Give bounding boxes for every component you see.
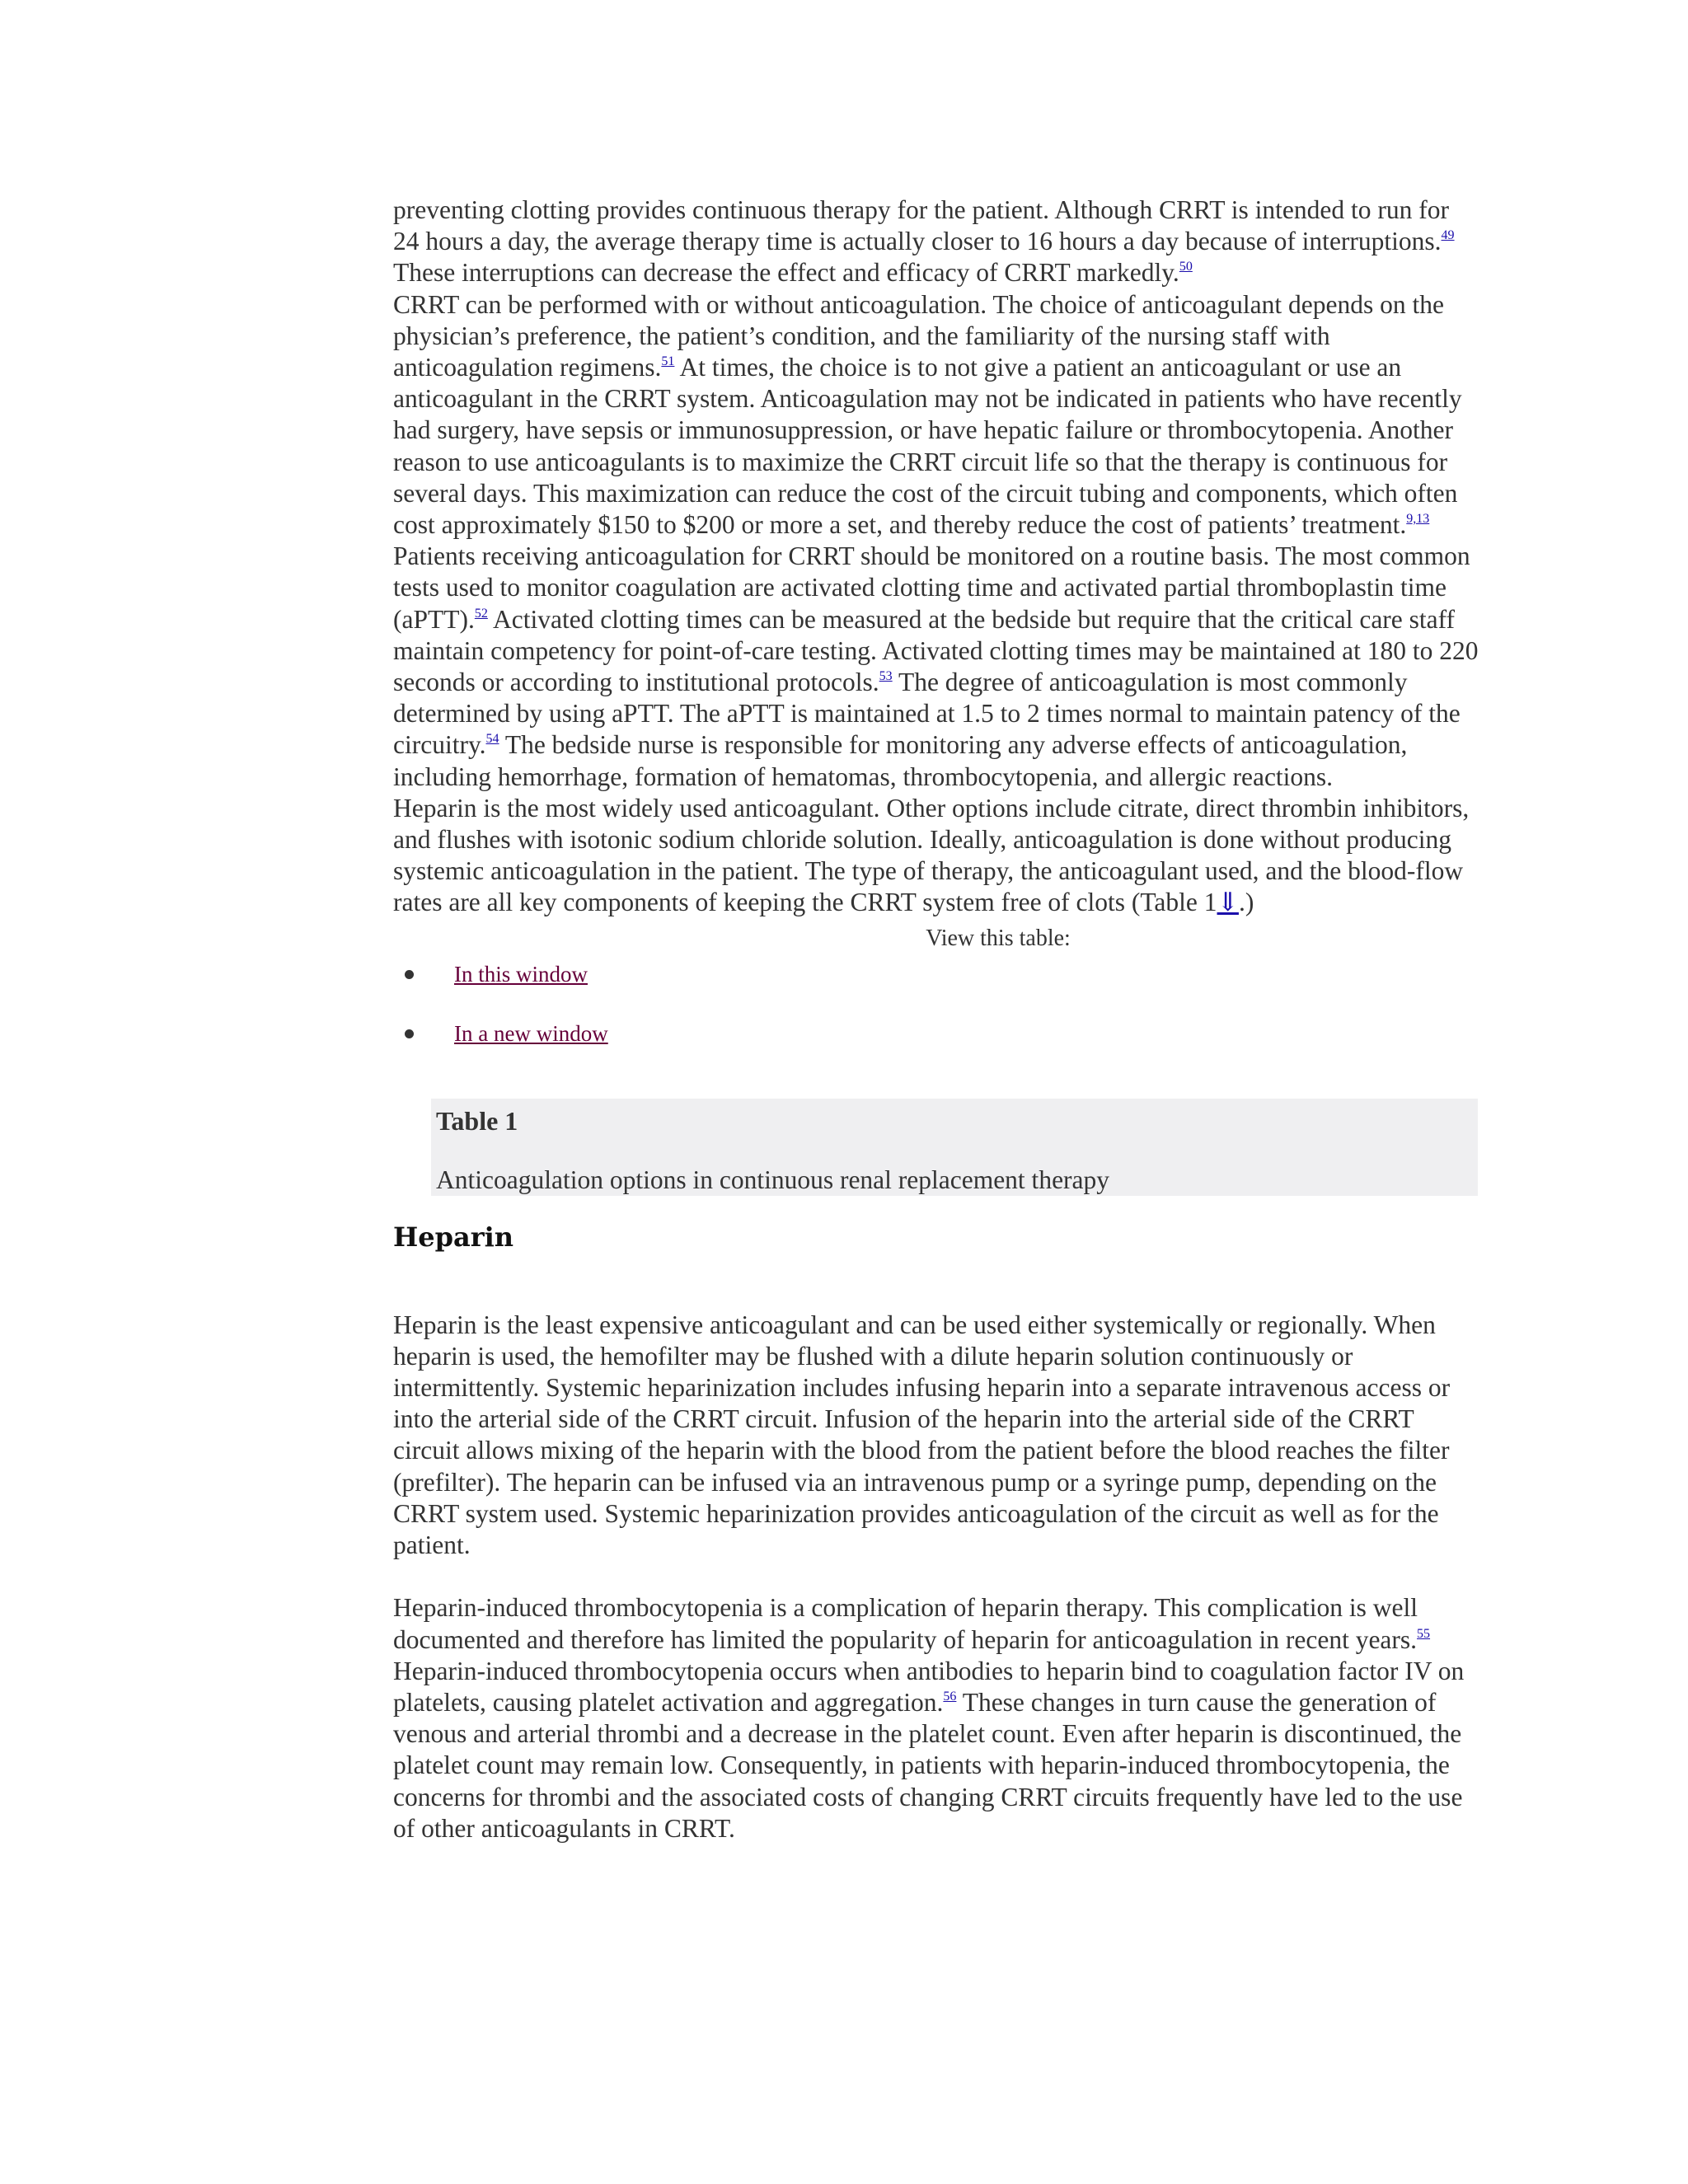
paragraph-text: These changes in turn cause the generation of venous and arterial thrombi and a decrease in the platelet count. Even after heparin is discontinued, the platelet count may remain low. Consequently, in patients with heparin-induced thrombocytopenia, the concerns for thrombi and the associated costs of changing CRRT circuits frequently have led to the use of other anticoagulants in CRRT. bbox=[393, 1687, 1463, 1843]
reference-link-49[interactable]: 49 bbox=[1441, 228, 1455, 243]
list-item bbox=[393, 960, 1481, 1019]
article-body bbox=[393, 194, 1481, 1844]
paragraph-anticoagulation-choice bbox=[393, 289, 1481, 541]
view-table-label: View this table: bbox=[926, 925, 1071, 951]
list-item bbox=[393, 1019, 1481, 1079]
view-table-links bbox=[393, 960, 1481, 1079]
table-1-caption-box bbox=[431, 1099, 1478, 1196]
reference-link-9-13[interactable]: 9,13 bbox=[1406, 512, 1430, 527]
reference-link-51[interactable]: 51 bbox=[661, 354, 675, 369]
paragraph-text: Heparin is the most widely used anticoagulant. Other options include citrate, direct thrombin inhibitors, and flushes with isotonic sodium chloride solution. Ideally, anticoagulation is done without producing systemic anticoagulation in the patient. The type of therapy, the anticoagulant used, and the blood-flow rates are all key components of keeping the CRRT system free of clots (Table 1 bbox=[393, 793, 1470, 917]
paragraph-text: Heparin-induced thrombocytopenia is a complication of heparin therapy. This complication is well documented and therefore has limited the popularity of heparin for anticoagulation in recent years. bbox=[393, 1593, 1418, 1654]
reference-link-55[interactable]: 55 bbox=[1417, 1626, 1431, 1641]
paragraph-monitoring bbox=[393, 541, 1481, 793]
bullet-icon bbox=[405, 1029, 414, 1038]
reference-link-53[interactable]: 53 bbox=[879, 669, 893, 684]
paragraph-text: The bedside nurse is responsible for monitoring any adverse effects of anticoagulation, including hemorrhage, formation of hematomas, thrombocytopenia, and allergic reactions. bbox=[393, 730, 1408, 791]
paragraph-heparin-thrombocytopenia bbox=[393, 1592, 1481, 1844]
table-label: Table 1 bbox=[436, 1105, 518, 1136]
reference-link-54[interactable]: 54 bbox=[485, 732, 499, 747]
paragraph-text: CRRT can be performed with or without anticoagulation. The choice of anticoagulant depends on the physician’s preference, the patient’s condition, and the familiarity of the nursing staff with anticoagulation regimens. bbox=[393, 289, 1444, 382]
paragraph-text: Heparin-induced thrombocytopenia occurs when antibodies to heparin bind to coagulation factor IV on platelets, causing platelet activation and aggregation. bbox=[393, 1656, 1465, 1717]
paragraph-text: .) bbox=[1238, 888, 1254, 917]
table-1-jump-link[interactable]: ⇓ bbox=[1217, 888, 1239, 917]
section-heading-heparin: Heparin bbox=[393, 1221, 513, 1253]
paragraph-crrt-interruptions bbox=[393, 194, 1481, 289]
view-in-this-window-link[interactable]: In this window bbox=[454, 961, 588, 987]
paragraph-text: These interruptions can decrease the effect and efficacy of CRRT markedly. bbox=[393, 258, 1179, 288]
reference-link-56[interactable]: 56 bbox=[943, 1689, 957, 1704]
view-in-new-window-link[interactable]: In a new window bbox=[454, 1020, 608, 1046]
reference-link-50[interactable]: 50 bbox=[1179, 260, 1193, 274]
paragraph-anticoagulant-options bbox=[393, 793, 1481, 919]
paragraph-heparin-usage: Heparin is the least expensive anticoagulant and can be used either systemically or regionally. When heparin is used, the hemofilter may be flushed with a dilute heparin solution continuously or intermittently. Systemic heparinization includes infusing heparin into a separate intravenous access or into the arterial side of the CRRT circuit. Infusion of the heparin into the arterial side of the CRRT circuit allows mixing of the heparin with the blood from the patient before the blood reaches the filter (prefilter). The heparin can be infused via an intravenous pump or a syringe pump, depending on the CRRT system used. Systemic heparinization provides anticoagulation of the circuit as well as for the patient. bbox=[393, 1310, 1451, 1560]
paragraph-text: At times, the choice is to not give a patient an anticoagulant or use an anticoagulant in the CRRT system. Anticoagulation may not be indicated in patients who have recently had surgery, have sepsis or immunosuppression, or have hepatic failure or thrombocytopenia. Another reason to use anticoagulants is to maximize the CRRT circuit life so that the therapy is continuous for several days. This maximization can reduce the cost of the circuit tubing and components, which often cost approximately $150 to $200 or more a set, and thereby reduce the cost of patients’ treatment. bbox=[393, 353, 1462, 540]
table-caption: Anticoagulation options in continuous renal replacement therapy bbox=[436, 1165, 1110, 1194]
reference-link-52[interactable]: 52 bbox=[474, 606, 488, 621]
paragraph-text: The degree of anticoagulation is most commonly determined by using aPTT. The aPTT is maintained at 1.5 to 2 times normal to maintain patency of the circuitry. bbox=[393, 668, 1461, 760]
paragraph-text: Activated clotting times can be measured at the bedside but require that the critical care staff maintain competency for point-of-care testing. Activated clotting times may be maintained at 180 to 220 seconds or according to institutional protocols. bbox=[393, 604, 1479, 697]
paragraph-text: preventing clotting provides continuous therapy for the patient. Although CRRT is intended to run for 24 hours a day, the average therapy time is actually closer to 16 hours a day because of interruptions. bbox=[393, 195, 1449, 256]
paragraph-text: Patients receiving anticoagulation for CRRT should be monitored on a routine basis. The most common tests used to monitor coagulation are activated clotting time and activated partial thromboplastin time (aPTT). bbox=[393, 541, 1470, 634]
bullet-icon bbox=[405, 970, 414, 979]
